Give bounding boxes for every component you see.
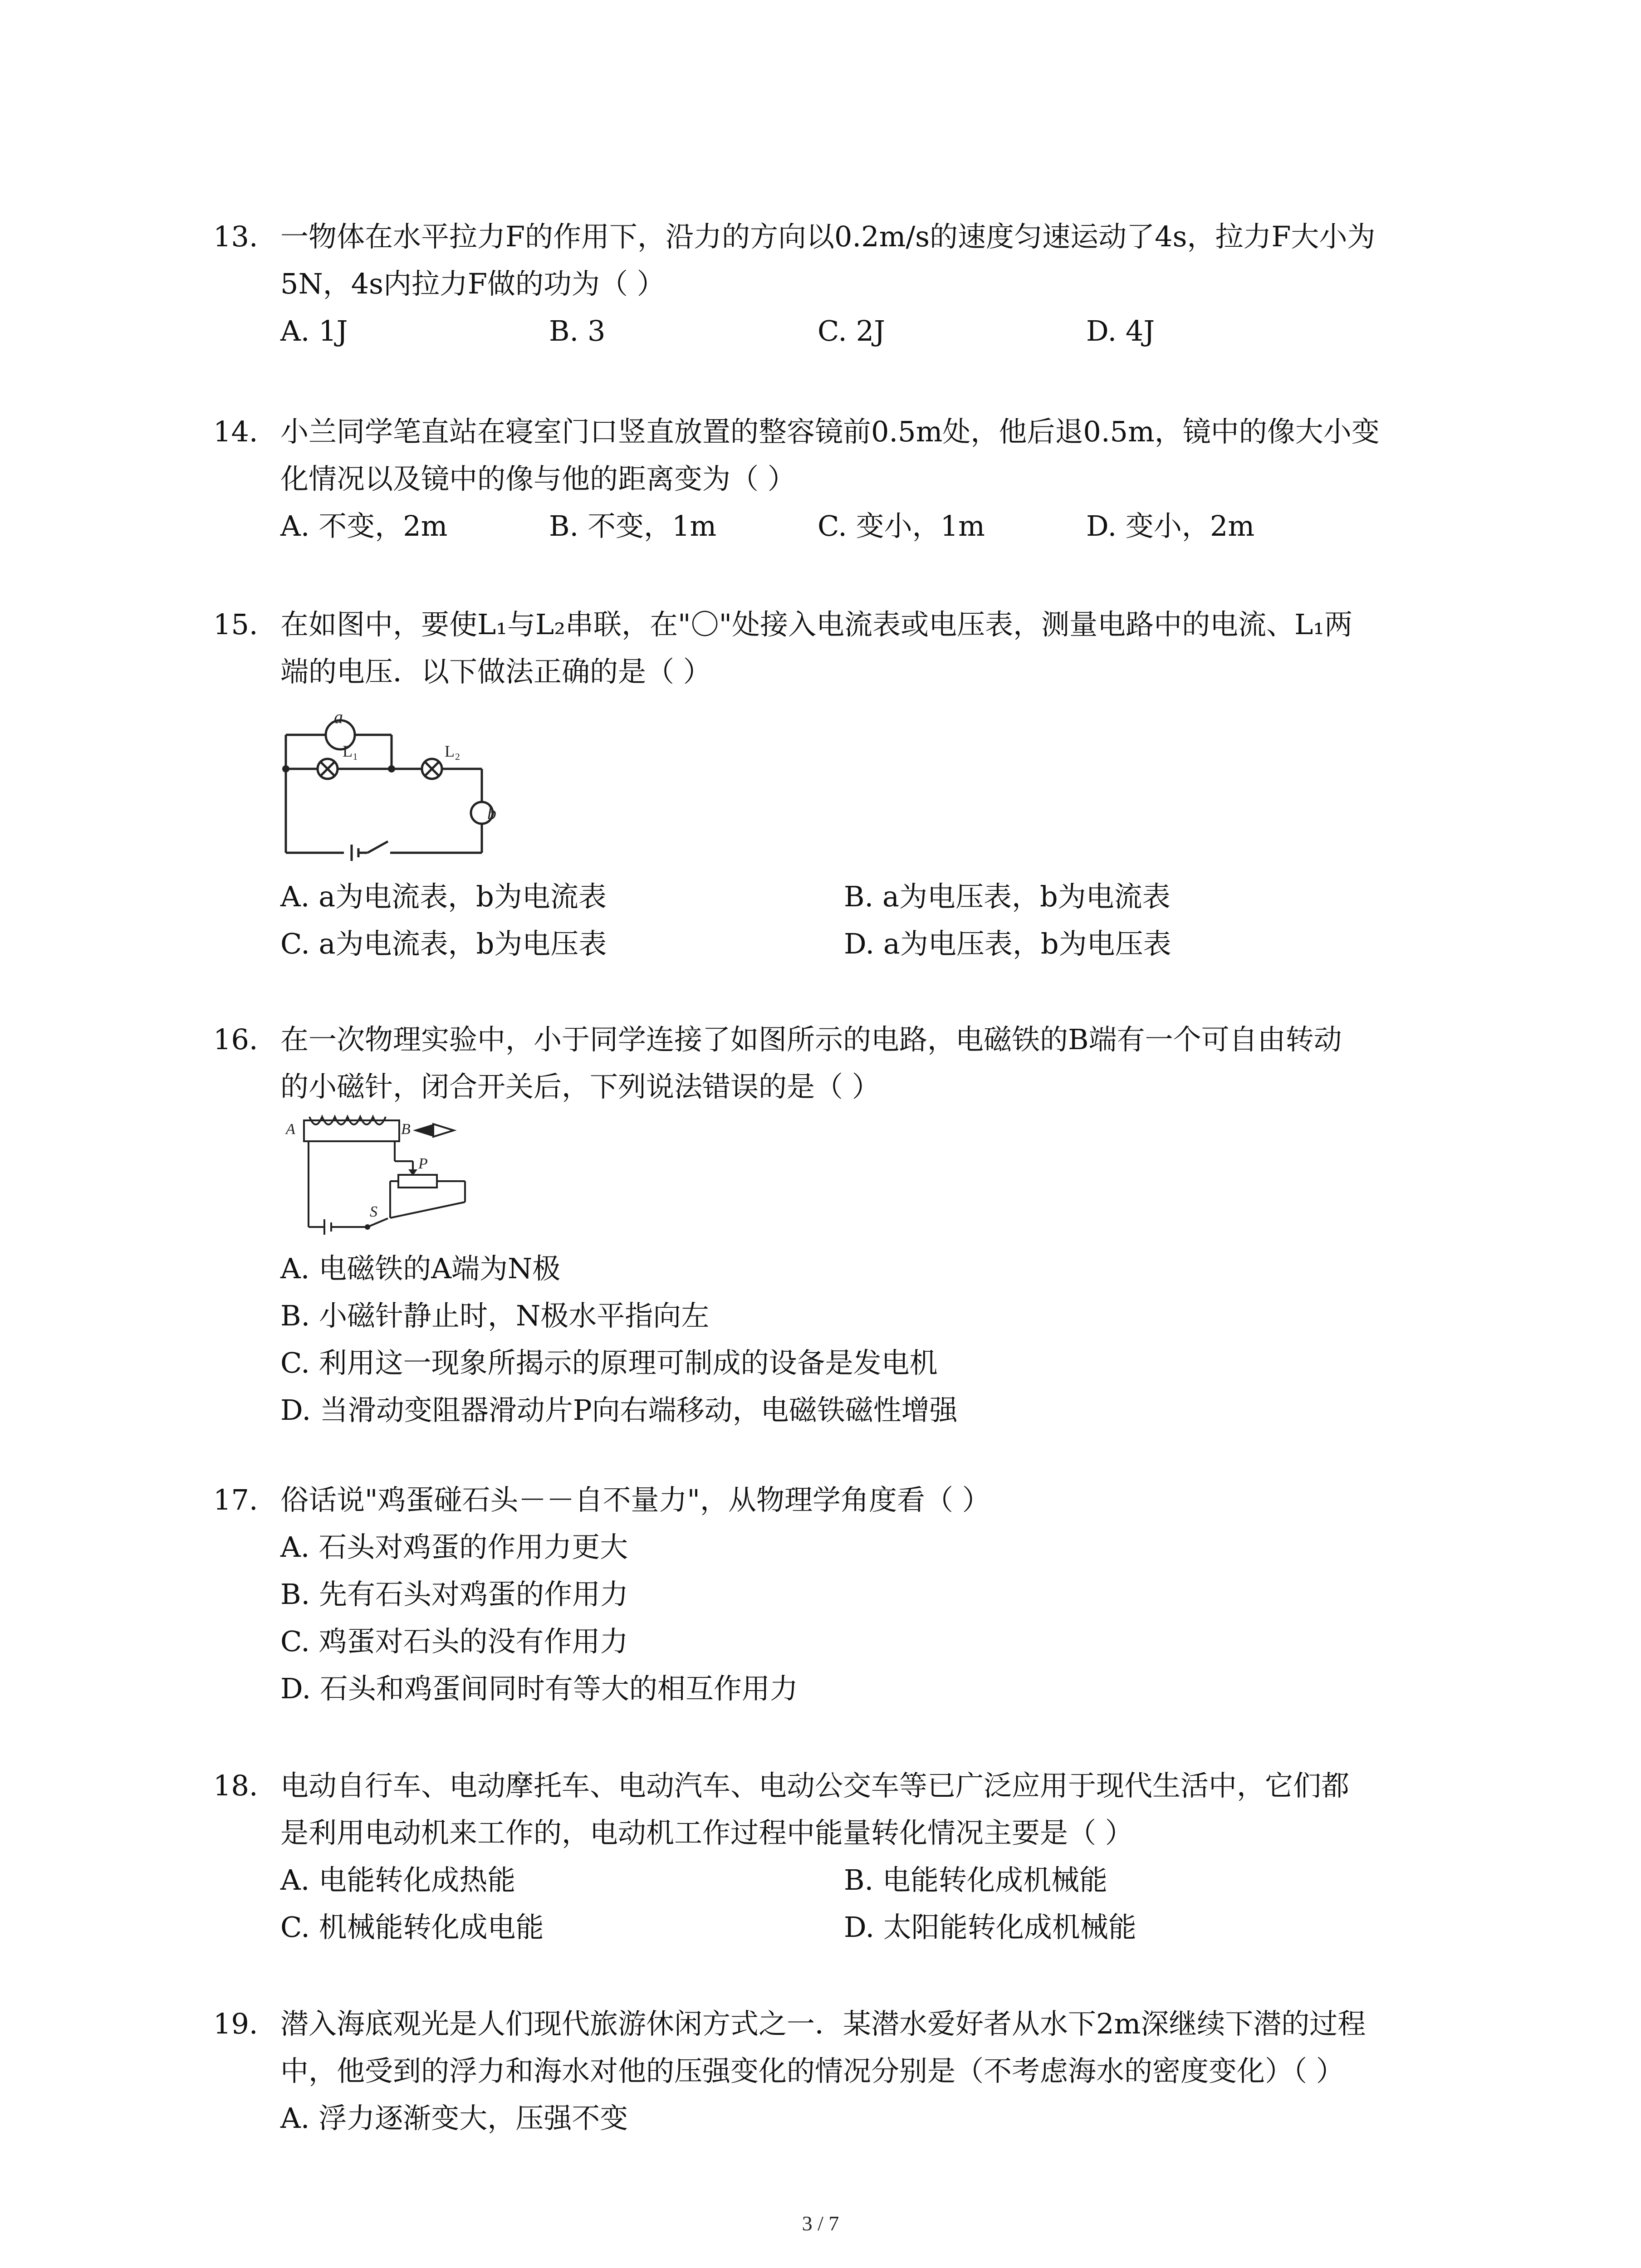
question-18 [213,1762,1465,1951]
question-number: 19. [213,2007,258,2040]
question-17 [213,1476,1465,1712]
option-b: B. a为电压表，b为电流表 [844,880,1171,913]
question-number: 17. [213,1483,258,1516]
option-b: B. 先有石头对鸡蛋的作用力 [280,1578,628,1611]
option-c: C. a为电流表，b为电压表 [280,927,607,960]
question-text: 电动自行车、电动摩托车、电动汽车、电动公交车等已广泛应用于现代生活中，它们都 [280,1769,1350,1802]
options-row [213,920,1465,968]
question-text: 是利用电动机来工作的，电动机工作过程中能量转化情况主要是（ ） [280,1816,1133,1849]
option-b: B. 小磁针静止时，N极水平指向左 [280,1299,710,1332]
question-number: 16. [213,1023,258,1056]
question-15-options [213,873,1465,968]
option-a: A. 石头对鸡蛋的作用力更大 [280,1530,628,1564]
option-d: D. 太阳能转化成机械能 [844,1911,1136,1944]
option-c: C. 变小，1m [818,509,985,543]
option-b: B. 3 [549,314,606,347]
option-b: B. 电能转化成机械能 [844,1863,1107,1897]
option-a: A. 电磁铁的A端为N极 [280,1252,561,1285]
option-d: D. a为电压表，b为电压表 [844,927,1171,960]
option-a: A. a为电流表，b为电流表 [280,880,607,913]
option-d: D. 4J [1086,314,1155,347]
compass-needle-icon [413,1124,433,1137]
lamp-l1-label: L₁ [343,742,358,760]
options-row [213,873,1465,920]
option-c: C. 机械能转化成电能 [280,1911,544,1944]
end-a-label: A [286,1121,295,1138]
question-14 [213,408,1465,550]
meter-b-label: b [487,803,496,823]
question-text: 在一次物理实验中，小于同学连接了如图所示的电路，电磁铁的B端有一个可自由转动 [280,1023,1342,1056]
question-text: 在如图中，要使L₁与L₂串联，在"〇"处接入电流表或电压表，测量电路中的电流、L₁两 [280,608,1353,641]
option-c: C. 利用这一现象所揭示的原理可制成的设备是发电机 [280,1346,938,1379]
question-number: 15. [213,608,258,641]
question-text: 俗话说"鸡蛋碰石头－－自不量力"，从物理学角度看（ ） [280,1483,990,1516]
meter-a-label: a [334,707,343,727]
question-text: 中，他受到的浮力和海水对他的压强变化的情况分别是（不考虑海水的密度变化）（ ） [280,2054,1344,2087]
switch-label: S [370,1203,377,1220]
option-d: D. 石头和鸡蛋间同时有等大的相互作用力 [280,1672,798,1705]
question-text: 潜入海底观光是人们现代旅游休闲方式之一．某潜水爱好者从水下2m深继续下潜的过程 [280,2007,1366,2040]
question-19 [213,2000,1465,2142]
question-16 [213,1016,1465,1110]
question-text: 端的电压．以下做法正确的是（ ） [280,655,711,688]
question-text: 5N，4s内拉力F做的功为（ ） [280,267,665,300]
option-c: C. 鸡蛋对石头的没有作用力 [280,1625,628,1658]
option-d: D. 当滑动变阻器滑动片P向右端移动，电磁铁磁性增强 [280,1393,958,1427]
question-number: 13. [213,220,258,253]
end-b-label: B [401,1121,411,1138]
question-text: 化情况以及镜中的像与他的距离变为（ ） [280,462,796,495]
rheostat-icon [398,1175,437,1188]
option-a: A. 不变，2m [280,509,448,543]
page-number: 3 / 7 [802,2212,839,2235]
circuit-diagram-16 [277,1111,495,1243]
option-a: A. 浮力逐渐变大，压强不变 [280,2102,628,2135]
question-16-options [213,1245,1465,1434]
question-number: 14. [213,415,258,448]
question-text: 的小磁针，闭合开关后，下列说法错误的是（ ） [280,1070,880,1103]
question-15 [213,601,1465,695]
question-text: 小兰同学笔直站在寝室门口竖直放置的整容镜前0.5m处，他后退0.5m，镜中的像大小变 [280,415,1380,448]
question-13 [213,213,1465,355]
slider-label: P [418,1155,428,1172]
option-a: A. 1J [280,314,348,347]
question-number: 18. [213,1769,258,1802]
option-b: B. 不变，1m [549,509,717,543]
circuit-diagram-15 [277,703,495,866]
question-text: 一物体在水平拉力F的作用下，沿力的方向以0.2m/s的速度匀速运动了4s，拉力F大小为 [280,220,1376,253]
option-c: C. 2J [818,314,885,347]
option-d: D. 变小，2m [1086,509,1255,543]
lamp-l2-label: L₂ [445,742,460,760]
option-a: A. 电能转化成热能 [280,1863,516,1897]
options-row [213,1857,1465,1904]
options-row [213,1904,1465,1951]
options-row [213,503,1465,550]
options-row [213,308,1465,355]
